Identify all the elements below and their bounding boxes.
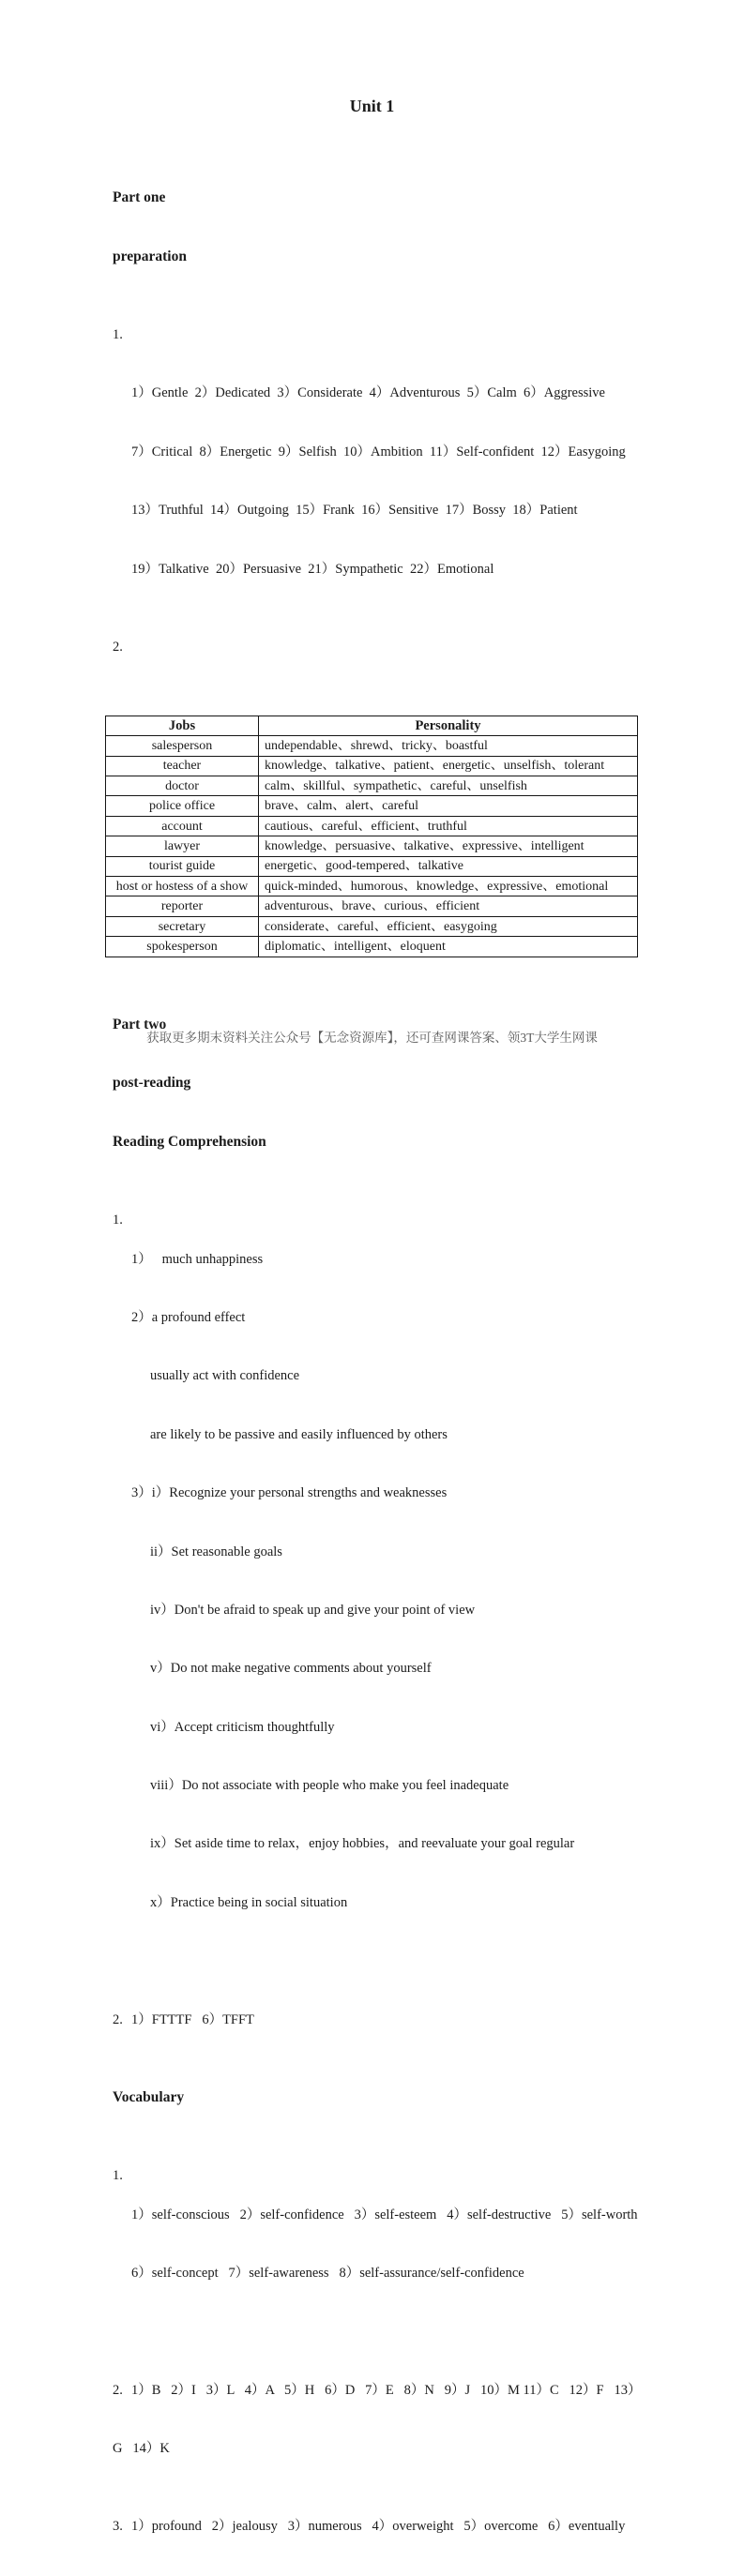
q1-sub3-line: x）Practice being in social situation [150, 1894, 348, 1910]
q1-sub2: 2）a profound effect [131, 1309, 246, 1325]
q1-sub2-line: usually act with confidence [150, 1368, 300, 1384]
personality-cell: undependable、shrewd、tricky、boastful [259, 736, 638, 756]
footer-promo-text: 获取更多期末资料关注公众号【无念资源库】，还可查网课答案、领3T大学生网课 [146, 1031, 598, 1045]
table-row [106, 856, 638, 876]
jobs-column-header: Jobs [106, 716, 259, 735]
item1-line: 19）Talkative 20）Persuasive 21）Sympathetic 22）Emotional [131, 561, 494, 577]
job-cell: doctor [106, 776, 259, 796]
item1-label: 1. [113, 326, 123, 342]
q1-sub3-line: ix）Set aside time to relax，enjoy hobbies，and reevaluate your goal regular [150, 1836, 575, 1852]
vocab-q3-answers: 1）profound 2）jealousy 3）numerous 4）overweight 5）overcome 6）eventually [131, 2519, 626, 2535]
page-title: Unit 1 [349, 97, 395, 115]
vocab-q1-line: 1）self-conscious 2）self-confidence 3）self-esteem 4）self-destructive 5）self-worth [131, 2207, 638, 2222]
personality-cell: energetic、good-tempered、talkative [259, 856, 638, 876]
q2-number: 2. [113, 2011, 123, 2027]
item2-label: 2. [113, 639, 123, 655]
q2-answer: 1）FTTTF 6）TFFT [131, 2011, 254, 2027]
vocab-q1-number: 1. [113, 2168, 123, 2183]
table-row [106, 816, 638, 836]
table-row [106, 736, 638, 756]
reading-q1 [113, 1211, 657, 1951]
job-cell: teacher [106, 756, 259, 776]
personality-cell: brave、calm、alert、careful [259, 796, 638, 816]
part-one-heading: Part one [113, 189, 166, 206]
q1-answers [131, 1211, 657, 1951]
q1-number: 1. [113, 1212, 123, 1228]
personality-cell: knowledge、persuasive、talkative、expressive、intelligent [259, 836, 638, 856]
reading-comprehension-heading: Reading Comprehension [113, 1133, 266, 1150]
document-body [113, 130, 657, 2576]
table-row [106, 836, 638, 856]
table-row [106, 756, 638, 776]
vocab-q1-line: 6）self-concept 7）self-awareness 8）self-assurance/self-confidence [131, 2265, 524, 2281]
job-cell: salesperson [106, 736, 259, 756]
q1-sub1: 1） much unhappiness [131, 1251, 264, 1267]
q1-sub3-line: iv）Don't be afraid to speak up and give your point of view [150, 1602, 476, 1618]
vocab-q2-number: 2. [113, 2382, 123, 2398]
vocab-q2-answers: 1）B 2）I 3）L 4）A 5）H 6）D 7）E 8）N 9）J 10）M 11）C 12）F 13） [131, 2382, 642, 2398]
jobs-personality-table [105, 716, 638, 957]
reading-q2 [113, 2011, 657, 2030]
vocab-q1-answers [131, 2166, 657, 2322]
personality-cell: cautious、careful、efficient、truthful [259, 816, 638, 836]
personality-cell: diplomatic、intelligent、eloquent [259, 937, 638, 957]
personality-column-header: Personality [259, 716, 638, 735]
q1-sub3: 3）i）Recognize your personal strengths and weaknesses [131, 1485, 448, 1501]
part-two-heading: Part two [113, 1016, 167, 1032]
table-header-row [106, 716, 638, 735]
q1-sub3-line: vi）Accept criticism thoughtfully [150, 1719, 335, 1735]
q1-sub2-line: are likely to be passive and easily influenced by others [150, 1426, 448, 1442]
table-row [106, 937, 638, 957]
q1-sub3-line: v）Do not make negative comments about yourself [150, 1661, 432, 1677]
table-row [106, 896, 638, 916]
item1-line: 13）Truthful 14）Outgoing 15）Frank 16）Sensitive 17）Bossy 18）Patient [131, 503, 578, 519]
table-row [106, 916, 638, 936]
item1-line: 1）Gentle 2）Dedicated 3）Considerate 4）Adventurous 5）Calm 6）Aggressive [131, 385, 605, 401]
job-cell: secretary [106, 916, 259, 936]
table-row [106, 776, 638, 796]
job-cell: lawyer [106, 836, 259, 856]
vocab-q1 [113, 2166, 657, 2322]
item1-line: 7）Critical 8）Energetic 9）Selfish 10）Ambition 11）Self-confident 12）Easygoing [131, 444, 626, 459]
vocab-q3-number: 3. [113, 2519, 123, 2535]
vocab-q2 [113, 2381, 657, 2401]
vocab-q3 [113, 2517, 657, 2537]
vocabulary-heading: Vocabulary [113, 2088, 185, 2105]
personality-cell: quick-minded、humorous、knowledge、expressive、emotional [259, 877, 638, 896]
job-cell: host or hostess of a show [106, 877, 259, 896]
table-row [106, 877, 638, 896]
preparation-heading: preparation [113, 248, 187, 264]
job-cell: police office [106, 796, 259, 816]
personality-cell: calm、skillful、sympathetic、careful、unselfish [259, 776, 638, 796]
personality-cell: adventurous、brave、curious、efficient [259, 896, 638, 916]
vocab-q2-wrap-line: G 14）K [113, 2441, 170, 2457]
job-cell: account [106, 816, 259, 836]
job-cell: reporter [106, 896, 259, 916]
personality-cell: considerate、careful、efficient、easygoing [259, 916, 638, 936]
job-cell: tourist guide [106, 856, 259, 876]
post-reading-heading: post-reading [113, 1075, 191, 1092]
q1-sub3-line: viii）Do not associate with people who make you feel inadequate [150, 1778, 509, 1794]
q1-sub3-line: ii）Set reasonable goals [150, 1544, 282, 1559]
table-row [106, 796, 638, 816]
job-cell: spokesperson [106, 937, 259, 957]
personality-cell: knowledge、talkative、patient、energetic、unselfish、tolerant [259, 756, 638, 776]
